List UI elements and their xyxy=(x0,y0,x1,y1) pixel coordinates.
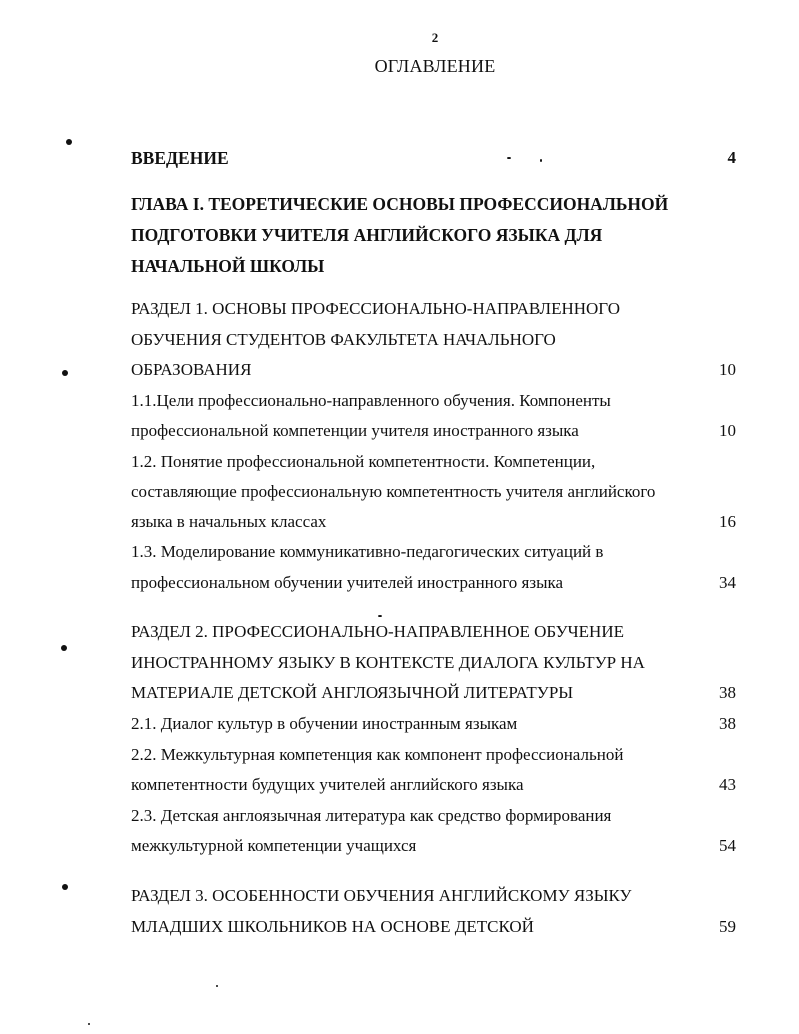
toc-s2-2-line2: компетентности будущих учителей английского языка xyxy=(131,775,524,794)
page-number: 2 xyxy=(431,30,439,45)
toc-section2-line3: МАТЕРИАЛЕ ДЕТСКОЙ АНГЛОЯЗЫЧНОЙ ЛИТЕРАТУРЫ xyxy=(131,683,574,702)
toc-s1-1-line1: 1.1.Цели профессионально-направленного обучения. Компоненты xyxy=(131,391,611,410)
toc-s1-2-page: 16 xyxy=(719,512,736,531)
scan-speck xyxy=(66,139,72,145)
toc-s2-1-line1: 2.1. Диалог культур в обучении иностранным языкам xyxy=(131,714,518,733)
toc-section1-line3: ОБРАЗОВАНИЯ xyxy=(131,360,252,379)
toc-s1-3-line1: 1.3. Моделирование коммуникативно-педагогических ситуаций в xyxy=(131,542,604,561)
scan-speck xyxy=(61,645,67,651)
toc-section1-line1: РАЗДЕЛ 1. ОСНОВЫ ПРОФЕССИОНАЛЬНО-НАПРАВЛЕННОГО xyxy=(131,299,620,318)
toc-s1-2-line1: 1.2. Понятие профессиональной компетентности. Компетенции, xyxy=(131,452,596,471)
toc-s2-3-page: 54 xyxy=(719,836,736,855)
toc-section3-line1: РАЗДЕЛ 3. ОСОБЕННОСТИ ОБУЧЕНИЯ АНГЛИЙСКОМУ ЯЗЫКУ xyxy=(131,886,632,905)
toc-s2-3-line1: 2.3. Детская англоязычная литература как средство формирования xyxy=(131,806,612,825)
scan-speck xyxy=(507,157,511,159)
toc-intro-page: 4 xyxy=(727,148,736,167)
scan-speck xyxy=(62,884,68,890)
toc-s2-2-line1: 2.2. Межкультурная компетенция как компонент профессиональной xyxy=(131,745,624,764)
toc-s1-2-line2: составляющие профессиональную компетентность учителя английского xyxy=(131,482,656,501)
toc-s2-1-page: 38 xyxy=(719,714,736,733)
toc-chapter1-line2: ПОДГОТОВКИ УЧИТЕЛЯ АНГЛИЙСКОГО ЯЗЫКА ДЛЯ xyxy=(131,225,603,245)
scan-speck xyxy=(88,1023,90,1025)
toc-intro-label: ВВЕДЕНИЕ xyxy=(131,148,229,168)
toc-section3-line2: МЛАДШИХ ШКОЛЬНИКОВ НА ОСНОВЕ ДЕТСКОЙ xyxy=(131,917,534,936)
scan-speck xyxy=(216,985,218,987)
toc-s1-2-line3: языка в начальных классах xyxy=(131,512,327,531)
toc-s1-1-line2: профессиональной компетенции учителя иностранного языка xyxy=(131,421,579,440)
toc-section1-page: 10 xyxy=(719,360,736,379)
toc-section3-page: 59 xyxy=(719,917,736,936)
toc-s1-3-line2: профессиональном обучении учителей иностранного языка xyxy=(131,573,564,592)
toc-s2-3-line2: межкультурной компетенции учащихся xyxy=(131,836,417,855)
toc-s1-1-page: 10 xyxy=(719,421,736,440)
toc-section2-page: 38 xyxy=(719,683,736,702)
scan-speck xyxy=(62,370,68,376)
toc-section1-line2: ОБУЧЕНИЯ СТУДЕНТОВ ФАКУЛЬТЕТА НАЧАЛЬНОГО xyxy=(131,330,556,349)
toc-s2-2-page: 43 xyxy=(719,775,736,794)
toc-section2-line2: ИНОСТРАННОМУ ЯЗЫКУ В КОНТЕКСТЕ ДИАЛОГА КУЛЬТУР НА xyxy=(131,653,645,672)
scan-speck xyxy=(540,159,542,162)
page-title: ОГЛАВЛЕНИЕ xyxy=(374,56,496,76)
toc-section2-line1: РАЗДЕЛ 2. ПРОФЕССИОНАЛЬНО-НАПРАВЛЕННОЕ ОБУЧЕНИЕ xyxy=(131,622,624,641)
toc-chapter1-line1: ГЛАВА I. ТЕОРЕТИЧЕСКИЕ ОСНОВЫ ПРОФЕССИОНАЛЬНОЙ xyxy=(131,194,669,214)
scan-speck xyxy=(378,615,382,617)
toc-chapter1-line3: НАЧАЛЬНОЙ ШКОЛЫ xyxy=(131,256,325,276)
toc-s1-3-page: 34 xyxy=(719,573,736,592)
